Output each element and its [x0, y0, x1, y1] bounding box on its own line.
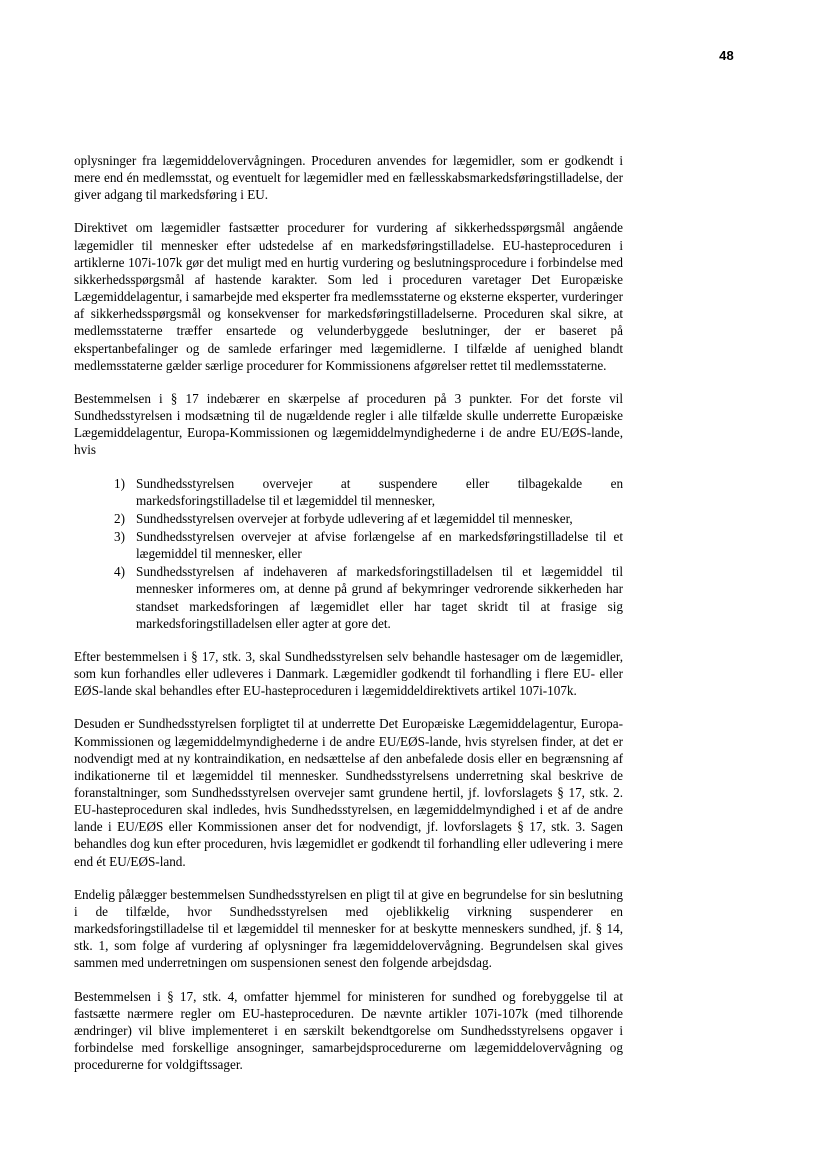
paragraph-6: Endelig pålægger bestemmelsen Sundhedsstyrelsen en pligt til at give en begrundelse for sin beslutning i de tilfælde, hvor Sundhedsstyrelsen med ojeblikkelig virkning suspenderer en markedsforingstilladelse til et lægemiddel til mennesker for at beskytte menneskers sundhed, jf. § 14, stk. 1, som folge af vurdering af oplysninger fra lægemiddelovervågning. Begrundelsen skal gives sammen med underretningen om suspensionen senest den folgende arbejdsdag. — [74, 886, 623, 971]
page-content — [74, 152, 623, 1089]
list-item: Sundhedsstyrelsen overvejer at forbyde udlevering af et lægemiddel til mennesker, — [136, 510, 573, 526]
paragraph-4: Efter bestemmelsen i § 17, stk. 3, skal Sundhedsstyrelsen selv behandle hastesager om de lægemidler, som kun forhandles eller udleveres i Danmark. Lægemidler godkendt til forhandling i flere EU- eller EØS-lande skal behandles efter EU-hasteproceduren i lægemiddeldirektivets artikel 107i-107k. — [74, 648, 623, 699]
list-item — [114, 475, 623, 509]
paragraph-2: Direktivet om lægemidler fastsætter procedurer for vurdering af sikkerhedsspørgsmål angående lægemidler til mennesker efter udstedelse af en markedsføringstilladelse. EU-hasteproceduren i artiklerne 107i-107k gør det muligt med en hurtig vurdering og beslutningsprocedure i forbindelse med sikkerhedsspørgsmål af hastende karakter. Som led i proceduren varetager Det Europæiske Lægemiddelagentur, i samarbejde med eksperter fra medlemsstaterne og eksterne eksperter, vurderinger af sikkerhedsspørgsmål og konsekvenser for markedsføringstilladelserne. Proceduren skal sikre, at medlemsstaterne træffer ensartede og velunderbyggede beslutninger, der er baseret på ekspertanbefalinger og de samlede erfaringer med lægemidlerne. I tilfælde af uenighed blandt medlemsstaterne gælder særlige procedurer for Kommissionens afgørelser rettet til medlemsstaterne. — [74, 220, 623, 373]
list-word: tilbagekalde — [517, 475, 583, 491]
page-number: 48 — [719, 48, 734, 63]
paragraph-3: Bestemmelsen i § 17 indebærer en skærpelse af proceduren på 3 punkter. For det forste vil Sundhedsstyrelsen i modsætning til de nugældende regler i alle tilfælde skulle underrette Europæiske Lægemiddelagentur, Europa-Kommissionen og lægemiddelmyndighederne i de andre EU/EØS-lande, hvis — [74, 390, 623, 458]
paragraph-1: oplysninger fra lægemiddelovervågningen. Proceduren anvendes for lægemidler, som er godkendt i mere end én medlemsstat, og eventuelt for lægemidler med en fællesskabsmarkedsføringstilladelse, der giver adgang til markedsføring i EU. — [74, 153, 623, 203]
list-word: en — [610, 475, 624, 491]
list-word: overvejer — [262, 475, 313, 491]
list-word: at — [340, 475, 351, 491]
list-word: Sundhedsstyrelsen — [136, 475, 235, 491]
list-item: Sundhedsstyrelsen overvejer at afvise forlængelse af en markedsføringstilladelse til et lægemiddel til mennesker, eller — [136, 528, 623, 562]
list-word: suspendere — [378, 475, 438, 491]
list-item-line-spread — [136, 475, 623, 492]
list-item-rest: markedsforingstilladelse til et lægemiddel til mennesker, — [136, 492, 436, 508]
paragraph-5: Desuden er Sundhedsstyrelsen forpligtet til at underrette Det Europæiske Lægemiddelagentur, Europa-Kommissionen og lægemiddelmyndighederne i de andre EU/EØS-lande, hvis styrelsen finder, at det er nodvendigt med at ny kontraindikation, en nedsættelse af den anbefalede dosis eller en begrænsning af indikationerne til et lægemiddel til mennesker. Sundhedsstyrelsens underretning skal beskrive de foranstaltninger, som Sundhedsstyrelsen overvejer samt grundene hertil, jf. lovforslagets § 17, stk. 2. EU-hasteproceduren skal indledes, hvis Sundhedsstyrelsen, en lægemiddelmyndighed i et af de andre lande i EU/EØS eller Kommissionen anser det for nodvendigt, jf. lovforslagets § 17, stk. 3. Sagen behandles dog kun efter proceduren, hvis lægemidlet er godkendt til forhandling eller udlevering i mere end ét EU/EØS-land. — [74, 716, 623, 869]
paragraph-7: Bestemmelsen i § 17, stk. 4, omfatter hjemmel for ministeren for sundhed og forebyggelse til at fastsætte nærmere regler om EU-hasteproceduren. De nævnte artikler 107i-107k (med tilhorende ændringer) vil blive implementeret i en særskilt bekendtgorelse om Sundhedsstyrelsens opgaver i forbindelse med forskellige ansogninger, samarbejdsprocedurerne om lægemiddelovervågning og procedurerne for voldgiftssager. — [74, 988, 623, 1073]
numbered-list — [74, 475, 623, 632]
list-word: eller — [465, 475, 490, 491]
list-item: Sundhedsstyrelsen af indehaveren af markedsforingstilladelsen til et lægemiddel til mennesker informeres om, at denne på grund af bekymringer vedrorende sikkerheden har standset markedsforingen af lægemidlet eller har taget skridt til at frasige sig markedsforingstilladelsen eller agter at gore det. — [136, 564, 623, 631]
